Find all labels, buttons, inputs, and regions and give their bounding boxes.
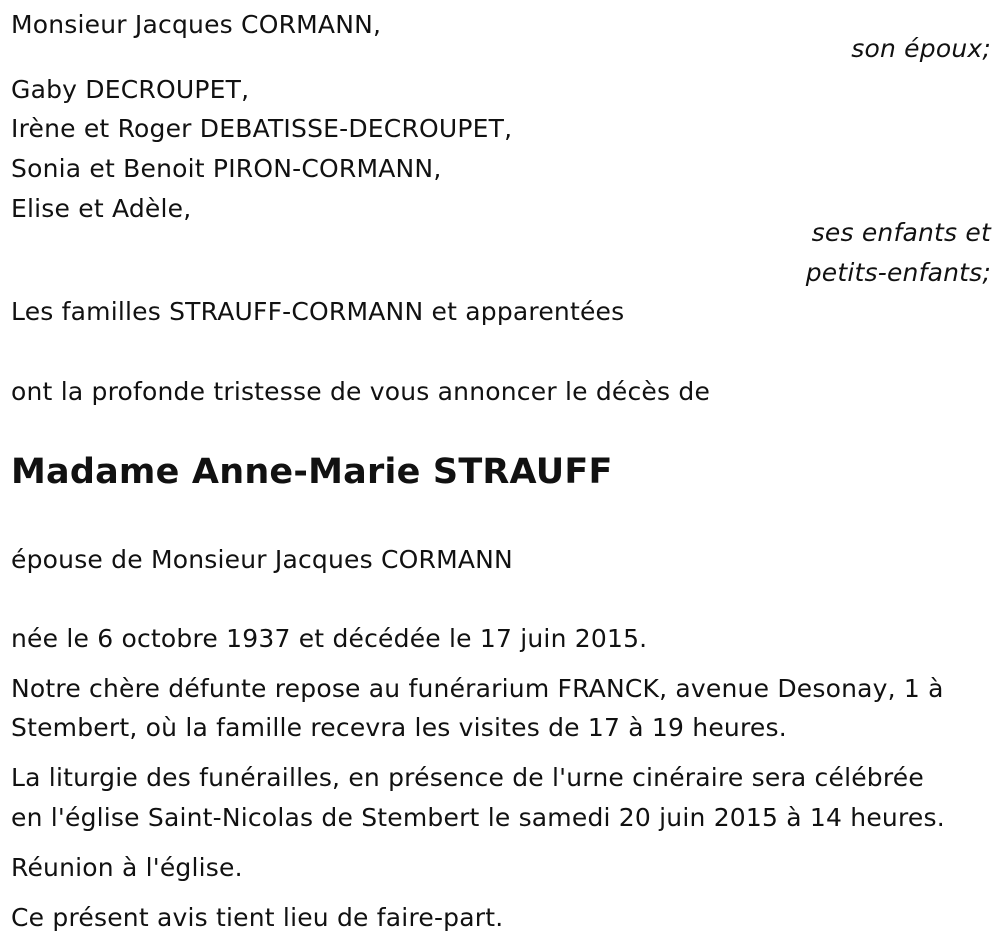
liturgy-line2: en l'église Saint-Nicolas de Stembert le samedi 20 juin 2015 à 14 heures. [11,803,945,832]
notice-line: Ce présent avis tient lieu de faire-part. [11,903,504,932]
child-name: Gaby DECROUPET, [11,75,250,104]
liturgy-line1: La liturgie des funérailles, en présence de l'urne cinéraire sera célébrée [11,763,924,792]
spouse-role: son époux; [851,34,991,63]
dates-line: née le 6 octobre 1937 et décédée le 17 juin 2015. [11,624,648,653]
children-role-line2: petits-enfants; [805,258,991,287]
announcement-line: ont la profonde tristesse de vous annoncer le décès de [11,377,711,406]
child-name: Sonia et Benoit PIRON-CORMANN, [11,154,442,183]
funerarium-line2: Stembert, où la famille recevra les visites de 17 à 19 heures. [11,713,787,742]
families-line: Les familles STRAUFF-CORMANN et apparentées [11,297,625,326]
funerarium-line1: Notre chère défunte repose au funérarium FRANCK, avenue Desonay, 1 à [11,674,944,703]
child-name: Irène et Roger DEBATISSE-DECROUPET, [11,114,513,143]
deceased-name: Madame Anne-Marie STRAUFF [11,452,613,492]
spouse-name: Monsieur Jacques CORMANN, [11,10,382,39]
spouse-of-line: épouse de Monsieur Jacques CORMANN [11,545,513,574]
children-role-line1: ses enfants et [811,218,991,247]
child-name: Elise et Adèle, [11,194,192,223]
meeting-line: Réunion à l'église. [11,853,243,882]
